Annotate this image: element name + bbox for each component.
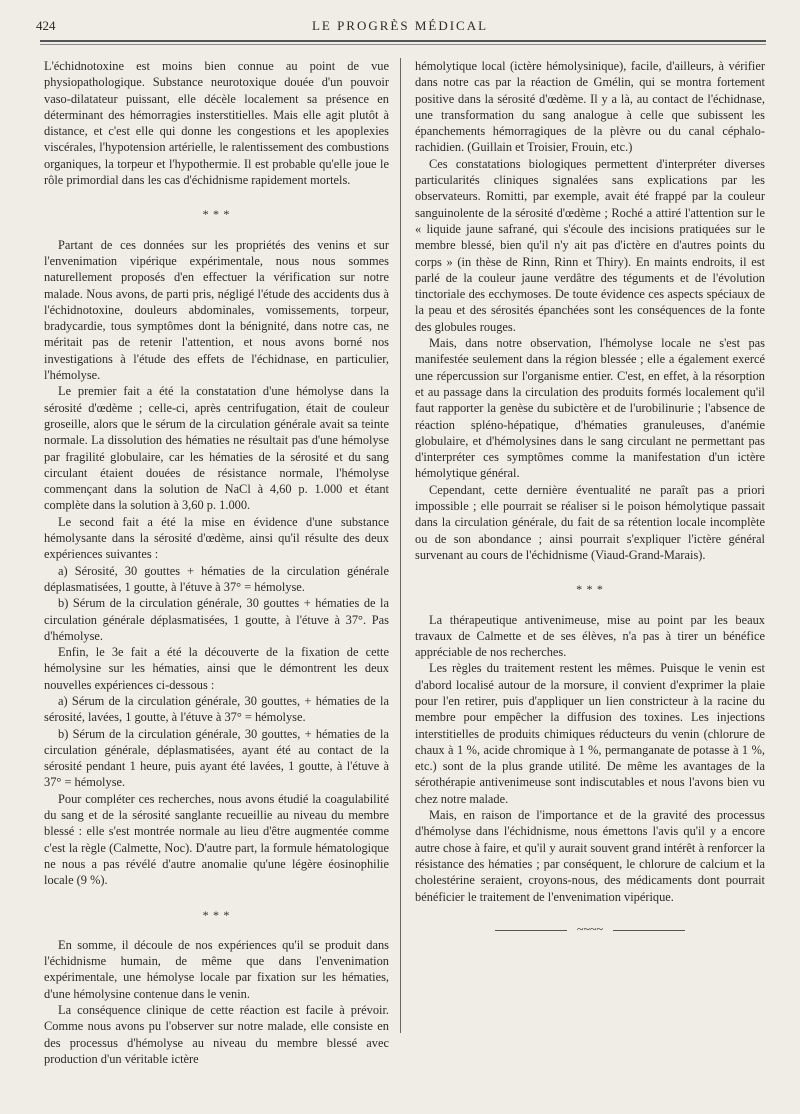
paragraph: a) Sérum de la circulation générale, 30 gouttes, + hématies de la sérosité, lavées, 1 goutte, à l'étuve à 37° = hémolyse. <box>44 693 389 725</box>
page-number: 424 <box>36 18 56 33</box>
paragraph: b) Sérum de la circulation générale, 30 gouttes, + hématies de la circulation générale, déplasmatisées, ayant été au contact de la sérosité pendant 1 heure, puis ayant été lavées, 1 goutte, à l'étuve à 37° = hémolyse. <box>44 726 389 790</box>
paragraph: b) Sérum de la circulation générale, 30 gouttes + hématies de la circulation générale déplasmatisées, 1 goutte, à l'étuve à 37°. Pas d'hémolyse. <box>44 596 389 643</box>
paragraph: La conséquence clinique de cette réaction est facile à prévoir. Comme nous avons pu l'observer sur notre malade, elle consiste en des processus d'hémolyse au niveau du membre blessé avec production d'un véritable ictère <box>44 1003 389 1066</box>
paragraph: Mais, dans notre observation, l'hémolyse locale ne s'est pas manifestée seulement dans la région blessée ; elle a également exercé une répercussion sur l'organisme entier. C'est, en effet, à la résorption et au passage dans la circulation des produits formés localement qu'il faut rapporter la genèse du subictère et de l'urobilinurie ; l'absence de réaction spléno-hépatique, d'hématies granuleuses, d'anémie globulaire, et d'hémolysines dans le sang circulant ne permettant pas d'interpréter ces symptômes comme la manifestation d'un ictère hémolytique général. <box>415 336 765 481</box>
paragraph: hémolytique local (ictère hémolysinique), facile, d'ailleurs, à vérifier dans notre cas par la réaction de Gmélin, qui se montra fortement positive dans la sérosité d'œdème. Il y a là, au contact de l'échidnase, une transformation du sang analogue à celle que subissent les épanchements hémorragiques de la plèvre ou du canal céphalo-rachidien. (Guillain et Troisier, Frouin, etc.) <box>415 59 765 155</box>
page-header <box>36 18 764 38</box>
paragraph: Ces constatations biologiques permettent d'interpréter diverses particularités cliniques signalées sans explications par les observateurs. Romitti, par exemple, avait été frappé par la couleur sanguinolente de la sérosité d'œdème ; Roché a attiré l'attention sur le « liquide jaune safrané, qui s'écoule des incisions pratiquées sur le membre blessé, bien qu'il n'y ait pas d'ictère en d'autres points du corps » (in thèse de Rinn, Rinn et Thiry). En maints endroits, il est parlé de la couleur jaune verdâtre des téguments et de l'évolution tinctoriale des ecchymoses. De toute évidence ces aspects spéciaux de la peau et des sérosités épanchées sont les conséquences de la fonte des globules rouges. <box>415 156 765 334</box>
paragraph: La thérapeutique antivenimeuse, mise au point par les beaux travaux de Calmette et de ses élèves, n'a pas à tirer un bénéfice appréciable de nos recherches. <box>415 612 765 660</box>
paragraph: Le premier fait a été la constatation d'une hémolyse dans la sérosité d'œdème ; celle-ci, après centrifugation, était de couleur groseille, alors que le sérum de la circulation générale avait sa teinte normale. La dissolution des hématies ne résultait pas d'une hémolyse par fragilité globulaire, car les hématies de la sérosité et du sang circulant étaient douées de résistance normale, l'hémolyse commençant dans la solution de NaCl à 4,60 p. 1.000 et étant complète dans la solution à 3,60 p. 1.000. <box>44 384 389 513</box>
header-rule <box>40 40 766 42</box>
paragraph: Partant de ces données sur les propriétés des venins et sur l'envenimation vipérique expérimentale, nous nous sommes naturellement proposés d'en effectuer la vérification sur notre malade. Nous avons, de parti pris, négligé l'étude des accidents dus à l'échidnotoxine, douleurs abdominales, vomissements, torpeur, bradycardie, tous symptômes dont la bénignité, dans notre cas, ne méritait pas de retenir l'attention, et nous avons borné nos investigations à l'étude des effets de l'échidnase, en particulier, l'hémolyse. <box>44 237 389 383</box>
paragraph: a) Sérosité, 30 gouttes + hématies de la circulation générale déplasmatisées, 1 goutte, à l'étuve à 37° = hémolyse. <box>44 563 389 594</box>
wave-ornament: ~~~~ <box>567 921 613 937</box>
end-ornament <box>495 921 685 936</box>
left-column <box>44 58 389 1067</box>
paragraph: Mais, en raison de l'importance et de la gravité des processus d'hémolyse dans l'échidnisme, nous émettons l'avis qu'il y a encore autre chose à faire, et qu'il y aurait souvent grand intérêt à renforcer la résistance des hématies ; par conséquent, le chlorure de calcium et la cholestérine seraient, croyons-nous, des médicaments dont pourrait bénéficier le traitement de l'envenimation vipérique. <box>415 808 765 904</box>
paragraph: L'échidnotoxine est moins bien connue au point de vue physiopathologique. Substance neurotoxique douée d'un pouvoir vaso-dilatateur puissant, elle décèle localement sa présence en déterminant des hémorragies insterstitielles. Mais elle agit plutôt à distance, et c'est elle qui donne les congestions et les apoplexies viscérales, l'hypotension artérielle, le ralentissement des combustions organiques, la torpeur et l'hypothermie. Il est probable qu'elle joue le rôle primordial dans les cas d'échidnisme rapidement mortels. <box>44 59 389 188</box>
section-separator: * * * <box>576 582 604 597</box>
paragraph: Pour compléter ces recherches, nous avons étudié la coagulabilité du sang et de la sérosité sanglante recueillie au niveau du membre blessé : elle s'est montrée normale au lieu d'être augmentée comme c'est la règle (Calmette, Noc). D'autre part, la formule hématologique ne nous a pas révélé d'autre anomalie qu'une légère éosinophilie locale (9 %). <box>44 791 389 888</box>
paragraph: Les règles du traitement restent les mêmes. Puisque le venin est d'abord localisé autour de la morsure, il convient d'exprimer la plaie pour l'en retirer, puis d'appliquer un lien constricteur à la racine du membre pour empêcher la diffusion des toxines. Les injections interstitielles de produits chimiques réducteurs du venin (chlorure de chaux à 1 %, acide chromique à 1 %, permanganate de potasse à 1 %, etc.) sont de la plus grande utilité. De même les avantages de la sérothérapie antivenimeuse sont indiscutables et nous l'avons bien vu chez notre malade. <box>415 661 765 806</box>
header-rule-thin <box>40 44 766 45</box>
paragraph: Le second fait a été la mise en évidence d'une substance hémolysante dans la sérosité d'œdème, ainsi qu'il résulte des deux expériences suivantes : <box>44 514 389 562</box>
column-divider <box>400 58 401 1033</box>
journal-title: LE PROGRÈS MÉDICAL <box>311 18 489 33</box>
paragraph: Cependant, cette dernière éventualité ne paraît pas a priori impossible ; elle pourrait se réaliser si le poison hémolytique passait dans la circulation générale, du fait de sa rétention locale incomplète ou de son abondance ; ainsi pourrait s'expliquer l'ictère général survenant au cours de l'échidnisme (Viaud-Grand-Marais). <box>415 482 765 562</box>
paragraph: En somme, il découle de nos expériences qu'il se produit dans l'échidnisme humain, de même que dans l'envenimation expérimentale, une hémolyse locale par fixation sur les hématies, d'une hémolysine contenue dans le venin. <box>44 937 389 1001</box>
section-separator: * * * <box>202 907 231 922</box>
section-separator: * * * <box>202 207 231 222</box>
right-column <box>415 58 765 935</box>
paragraph: Enfin, le 3e fait a été la découverte de la fixation de cette hémolysine sur les hématies, ainsi que le démontrent les deux nouvelles expériences ci-dessous : <box>44 645 389 692</box>
